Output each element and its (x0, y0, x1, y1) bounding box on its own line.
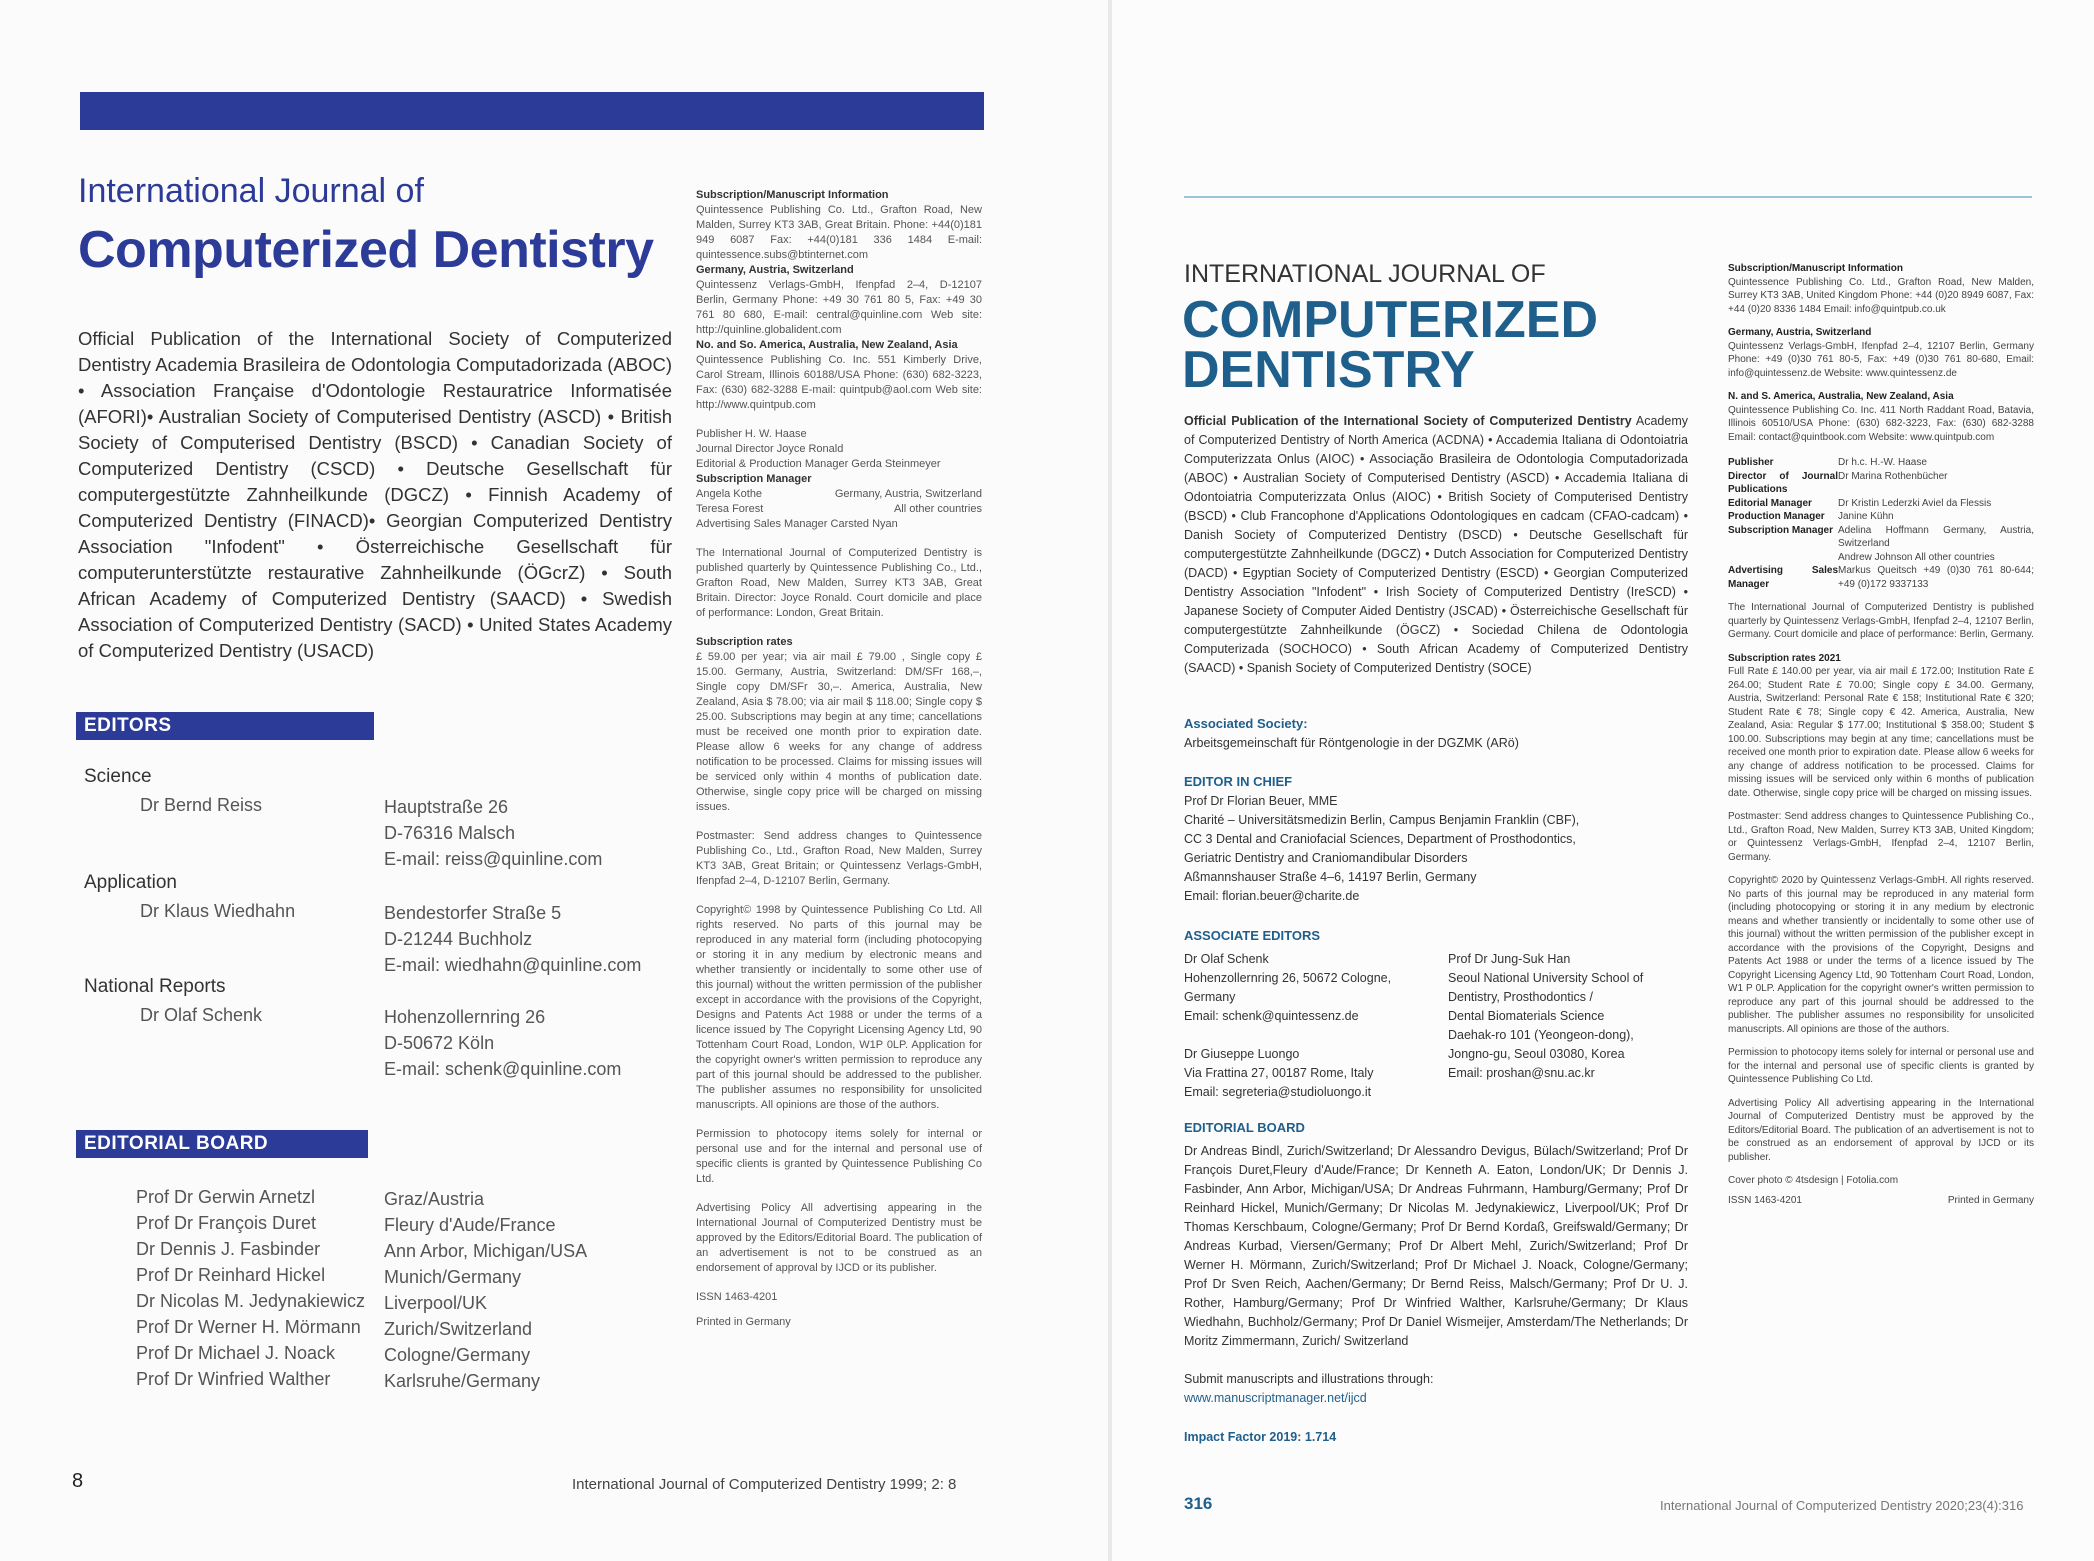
societies-block (78, 326, 672, 664)
associate-editors-left: Dr Olaf Schenk Hohenzollernring 26, 50672 Cologne, Germany Email: schenk@quintessenz.de Dr Giuseppe Luongo Via Frattina 27, 00187 Rome, Italy Email: segreteria@studioluongo.it (1184, 952, 1392, 1099)
editor-role-application: Application (84, 872, 177, 893)
submit-link[interactable]: www.manuscriptmanager.net/ijcd (1184, 1391, 1367, 1405)
editor-name-national-reports: Dr Olaf Schenk (140, 1005, 263, 1025)
top-color-bar (80, 92, 984, 130)
societies-block (1184, 412, 1688, 678)
page-footer: International Journal of Computerized Dentistry 1999; 2: 8 (572, 1476, 957, 1493)
journal-title-line3: DENTISTRY (1182, 341, 1475, 399)
journal-title-line2: Computerized Dentistry (78, 221, 654, 279)
journal-title-line1: International Journal of (78, 172, 424, 210)
associated-society-text: Arbeitsgemeinschaft für Röntgenologie in der DGZMK (ARö) (1184, 736, 1519, 750)
editor-in-chief-details: Prof Dr Florian Beuer, MME Charité – Universitätsmedizin Berlin, Campus Benjamin Franklin (CBF), CC 3 Dental and Craniofacial Sciences, Department of Prosthodontics, Geriatric Dentistry and Craniomandibular Disorders Aßmannshauser Straße 4–6, 14197 Berlin, Germany Email: florian.beuer@charite.de (1184, 794, 1580, 903)
board-names: Prof Dr Gerwin Arnetzl Prof Dr François Duret Dr Dennis J. Fasbinder Prof Dr Reinhard Hickel Dr Nicolas M. Jedynakiewicz Prof Dr Werner H. Mörmann Prof Dr Michael J. Noack Prof Dr Winfried Walther (136, 1187, 366, 1389)
societies-list: Academy of Computerized Dentistry of North America (ACDNA) • Accademia Italiana di Odontoiatria Computerizzata Onlus (AIOC) • Associação Brasileira de Odontologia Computadorizada (ABOC) • Australian Society of Computerised Dentistry (ASCD) • Accademia Italiana di Odontoiatria Computerizzata Onlus (AIOC) • British Society of Computerised Dentistry (BSCD) • Club Francophone d'Applications Odontologiques en cadcam (CFAO-cadcam) • Danish Society of Computerized Dentistry (DSCD) • Deutsche Gesellschaft für computergestützte Zahnheilkunde (DGCZ) • Dutch Association for Computerized Dentistry (DACD) • Egyptian Society of Computerized Dentistry (ESCD) • Georgian Computerized Dentistry Association "Infodent" • Irish Society of Computerized Dentistry (IreSCD) • Japanese Society of Computer Aided Dentistry (JSCAD) • Österreichische Gesellschaft für computergestützte Zahnheilkunde (ÖGCZ) • Sociedad Chilena de Odontologia Computerizada (SOCHOCO) • South African Academy of Computerized Dentistry (SAACD) • Spanish Society of Computerized Dentistry (SOCE) (1184, 414, 1688, 675)
journal-title-line2: COMPUTERIZED (1182, 291, 1598, 349)
impact-factor: Impact Factor 2019: 1.714 (1184, 1430, 1337, 1444)
official-publication: Official Publication of the International Society of Computerized Dentistry (1184, 414, 1632, 428)
associate-editors-right: Prof Dr Jung-Suk Han Seoul National University School of Dentistry, Prosthodontics / Dental Biomaterials Science Daehak-ro 101 (Yeongeon-dong), Jongno-gu, Seoul 03080, Korea Email: proshan@snu.ac.kr (1448, 952, 1644, 1080)
left-info-column: Subscription/Manuscript Information Quintessence Publishing Co. Ltd., Grafton Road, New Malden, Surrey KT3 3AB, Great Britain. Phone: +44(0)181 949 6087 Fax: +44(0)181 336 1484 E-mail: quintessence.subs@btinternet.com Germany, Austria, Switzerland Quintessenz Verlags-GmbH, Ifenpfad 2–4, D-12107 Berlin, Germany Phone: +49 30 761 80 5, Fax: +49 30 761 80 680, E-mail: central@quinline.com Web site: http://quinline.globalident.com No. and So. America, Australia, New Zealand, Asia Quintessence Publishing Co. Inc. 551 Kimberly Drive, Carol Stream, Illinois 60188/USA Phone: (630) 682-3223, Fax: (630) 682-3288 E-mail: quintpub@aol.com Web site: http://www.quintpub.com Publisher H. W. Haase Journal Director Joyce Ronald Editorial & Production Manager Gerda Steinmeyer Subscription Manager Angela Kothe Germany, Austria, Switzerland Teresa Forest All other countries Advertising Sales Manager Carsted Nyan The International Journal of Computerized Dentistry is published quarterly by Quintessence Publishing Co., Ltd., Grafton Road, New Malden, Surrey KT3 3AB, Great Britain. Director: Joyce Ronald. Court domicile and place of performance: London, Great Britain. Subscription rates £ 59.00 per year; via air mail £ 79.00 , Single copy £ 15.00. Germany, Austria, Switzerland: DM/SFr 168,–, Single copy DM/SFr 30,–. America, Australia, New Zealand, Asia $ 78.00; via air mail $ 118.00; Single copy $ 25.00. Subscriptions may begin at any time; cancellations must be received one month prior to expiration date. Please allow 6 weeks for any change of address notification to be processed. Claims for missing issues will be serviced only within 4 months of publication date. Otherwise, single copy price will be charged on missing issues. Postmaster: Send address changes to Quintessence Publishing Co., Ltd., Grafton Road, New Malden, Surrey KT3 3AB, Great Britain; or Quintessenz Verlags-GmbH, Ifenpfad 2–4, D-12107 Berlin, Germany. Copyright© 1998 by Quintessence Publishing Co Ltd. All rights reserved. No parts of this journal may be reproduced in any material form (including photocopying or storing it in any medium by electronic means and whether transiently or incidentally to some other use of this journal) without the written permission of the publisher except in accordance with the provisions of the Copyright, Designs and Patents Act 1988 or under the terms of a licence issued by The Copyright Licensing Agency Ltd, 90 Tottenham Court Road, London, W1P 0LP. Application for the copyright owner's written permission to reproduce any part of this journal should be addressed to the publisher. The publisher assumes no responsibility for unsolicited manuscripts. All opinions are those of the authors. Permission to photocopy items solely for internal or personal use and for the internal and personal use of specific clients is granted by Quintessence Publishing Co Ltd. Advertising Policy All advertising appearing in the International Journal of Computerized Dentistry must be approved by the Editors/Editorial Board. The publication of an advertisement is not to be construed as an endorsement of approval by IJCD or its publisher. ISSN 1463-4201 Printed in Germany (696, 189, 982, 1328)
submit-text: Submit manuscripts and illustrations through: (1184, 1372, 1434, 1386)
journal-title-line1: INTERNATIONAL JOURNAL OF (1184, 260, 1546, 288)
right-journal-page (1112, 0, 2094, 1561)
associate-editors-heading: ASSOCIATE EDITORS (1184, 928, 1321, 943)
editorial-board-text: Dr Andreas Bindl, Zurich/Switzerland; Dr Alessandro Devigus, Bülach/Switzerland; Prof Dr François Duret,Fleury d'Aude/France; Dr Kenneth A. Eaton, London/UK; Dr Dennis J. Fasbinder, Ann Arbor, Michigan/USA; Dr Andreas Fuhrmann, Hamburg/Germany; Prof Dr Reinhard Hickel, Munich/Germany; Dr Nicolas M. Jedynakiewicz, Liverpool/UK; Prof Dr Thomas Kerschbaum, Cologne/Germany; Prof Dr Bernd Kordaß, Greifswald/Germany; Dr Andreas Kurbad, Viersen/Germany; Prof Dr Albert Mehl, Zurich/Switzerland; Prof Dr Werner H. Mörmann, Zurich/Switzerland; Prof Dr Michael J. Noack, Cologne/Germany; Prof Dr Sven Reich, Aachen/Germany; Dr Bernd Reiss, Malsch/Germany; Prof Dr U. J. Rother, Hamburg/Germany; Prof Dr Winfried Walther, Karlsruhe/Germany; Dr Klaus Wiedhahn, Buchholz/Germany; Prof Dr Daniel Wismeijer, Amsterdam/The Netherlands; Dr Moritz Zimmermann, Zurich/ Switzerland (1184, 1144, 1688, 1348)
editor-name-application: Dr Klaus Wiedhahn (140, 901, 296, 921)
editorial-board-heading: EDITORIAL BOARD (76, 1130, 368, 1158)
editorial-board-heading: EDITORIAL BOARD (1184, 1120, 1305, 1135)
societies-list: Academia Brasileira de Odontologia Computadorizada (ABOC) • Association Française d'Odontologie Restauratrice Informatisée (AFORI)• Australian Society of Computerised Dentistry (ASCD) • British Society of Computerised Dentistry (BSCD) • Canadian Society of Computerized Dentistry (CSCD) • Deutsche Gesellschaft für computergestützte Zahnheilkunde (DGCZ) • Finnish Academy of Computerized Dentistry (FINACD)• Georgian Computerized Dentistry Association "Infodent" • Österreichische Gesellschaft für computerunterstützte restaurative Zahnheilkunde (ÖGcrZ) • South African Academy of Computerized Dentistry (SAACD) • Swedish Association of Computerized Dentistry (SACD) • United States Academy of Computerized Dentistry (USACD) (78, 354, 672, 661)
associated-society-heading: Associated Society: (1184, 716, 1308, 731)
top-rule (1184, 196, 2032, 198)
editor-address-national-reports: Hohenzollernring 26 D-50672 Köln E-mail: schenk@quinline.com (384, 1007, 622, 1079)
board-places: Graz/Austria Fleury d'Aude/France Ann Arbor, Michigan/USA Munich/Germany Liverpool/UK Zurich/Switzerland Cologne/Germany Karlsruhe/Germany (384, 1189, 588, 1391)
editor-address-science: Hauptstraße 26 D-76316 Malsch E-mail: reiss@quinline.com (384, 797, 603, 869)
editor-in-chief-heading: EDITOR IN CHIEF (1184, 774, 1293, 789)
page-footer: International Journal of Computerized Dentistry 2020;23(4):316 (1660, 1498, 2024, 1513)
official-publication: Official Publication of the International Society of Computerized Dentistry (78, 328, 672, 375)
editors-heading: EDITORS (76, 712, 374, 740)
editor-name-science: Dr Bernd Reiss (140, 795, 263, 815)
page-number: 316 (1184, 1494, 1213, 1513)
editor-role-national-reports: National Reports (84, 976, 226, 997)
right-info-column: Subscription/Manuscript Information Quintessence Publishing Co. Ltd., Grafton Road, New Malden, Surrey KT3 3AB, United Kingdom Phone: +44 (0)20 8949 6087, Fax: +44 (0)20 8336 1484 Email: info@quintpub.co.uk Germany, Austria, Switzerland Quintessenz Verlags-GmbH, Ifenpfad 2–4, 12107 Berlin, Germany Phone: +49 (0)30 761 80-5, Fax: +49 (0)30 761 80-680, Email: info@quintessenz.de Website: www.quintessenz.de N. and S. America, Australia, New Zealand, Asia Quintessence Publishing Co. Inc. 411 North Raddant Road, Batavia, Illinois 60510/USA Phone: (630) 682-3223, Fax: (630) 682-3288 Email: contact@quintbook.com Website: www.quintpub.com Publisher Dr h.c. H.-W. Haase Director of Journal Publications Dr Marina Rothenbücher Editorial Manager Dr Kristin Lederzki Aviel da Flessis Production Manager Janine Kühn Subscription Manager Adelina Hoffmann Germany, Austria, Switzerland Andrew Johnson All other countries Advertising Sales Manager Markus Queitsch +49 (0)30 761 80-644; +49 (0)172 9337133 The International Journal of Computerized Dentistry is published quarterly by Quintessenz Verlags-GmbH, Ifenpfad 2–4, 12107 Berlin, Germany. Court domicile and place of performance: Berlin, Germany. Subscription rates 2021 Full Rate £ 140.00 per year, via air mail £ 172.00; Institution Rate £ 264.00; Student Rate £ 70.00; Single copy £ 34.00. Germany, Austria, Switzerland: Personal Rate € 158; Institutional Rate € 320; Student Rate € 78; Single copy € 42. America, Australia, New Zealand, Asia: Regular $ 177.00; Institutional $ 358.00; Student $ 100.00. Subscriptions may begin at any time; cancellations must be received one month prior to expiration date. Please allow 6 weeks for any change of address notification to be processed. Claims for missing issues will be serviced only within 6 months of publication date. Otherwise, single copy price will be charged on missing issues. Postmaster: Send address changes to Quintessence Publishing Co., Ltd., Grafton Road, New Malden, Surrey KT3 3AB, United Kingdom; or Quintessenz Verlags-GmbH, Ifenpfad 2–4, 12107 Berlin, Germany. Copyright© 2020 by Quintessenz Verlags-GmbH. All rights reserved. No parts of this journal may be reproduced in any material form (including photocopying or storing it in any medium by electronic means and whether transiently or incidentally to some other use of this journal) without the written permission of the publisher except in accordance with the provisions of the Copyright, Designs and Patents Act 1988 or under the terms of a licence issued by The Copyright Licensing Agency Ltd, 90 Tottenham Court Road, London, W1 P 0LP. Application for the copyright owner's written permission to reproduce any part of this journal should be addressed to the publisher. The publisher assumes no responsibility for unsolicited manuscripts. All opinions are those of the authors. Permission to photocopy items solely for internal or personal use and for the internal and personal use of specific clients is granted by Quintessence Publishing Co Ltd. Advertising Policy All advertising appearing in the International Journal of Computerized Dentistry must be approved by the Editors/Editorial Board. The publication of an advertisement is not to be construed as an endorsement of approval by IJCD or its publisher. Cover photo © 4tsdesign | Fotolia.com ISSN 1463-4201 Printed in Germany (1728, 263, 2034, 1206)
page-number: 8 (72, 1470, 84, 1492)
editor-role-science: Science (84, 766, 152, 787)
editor-address-application: Bendestorfer Straße 5 D-21244 Buchholz E-mail: wiedhahn@quinline.com (384, 903, 642, 975)
